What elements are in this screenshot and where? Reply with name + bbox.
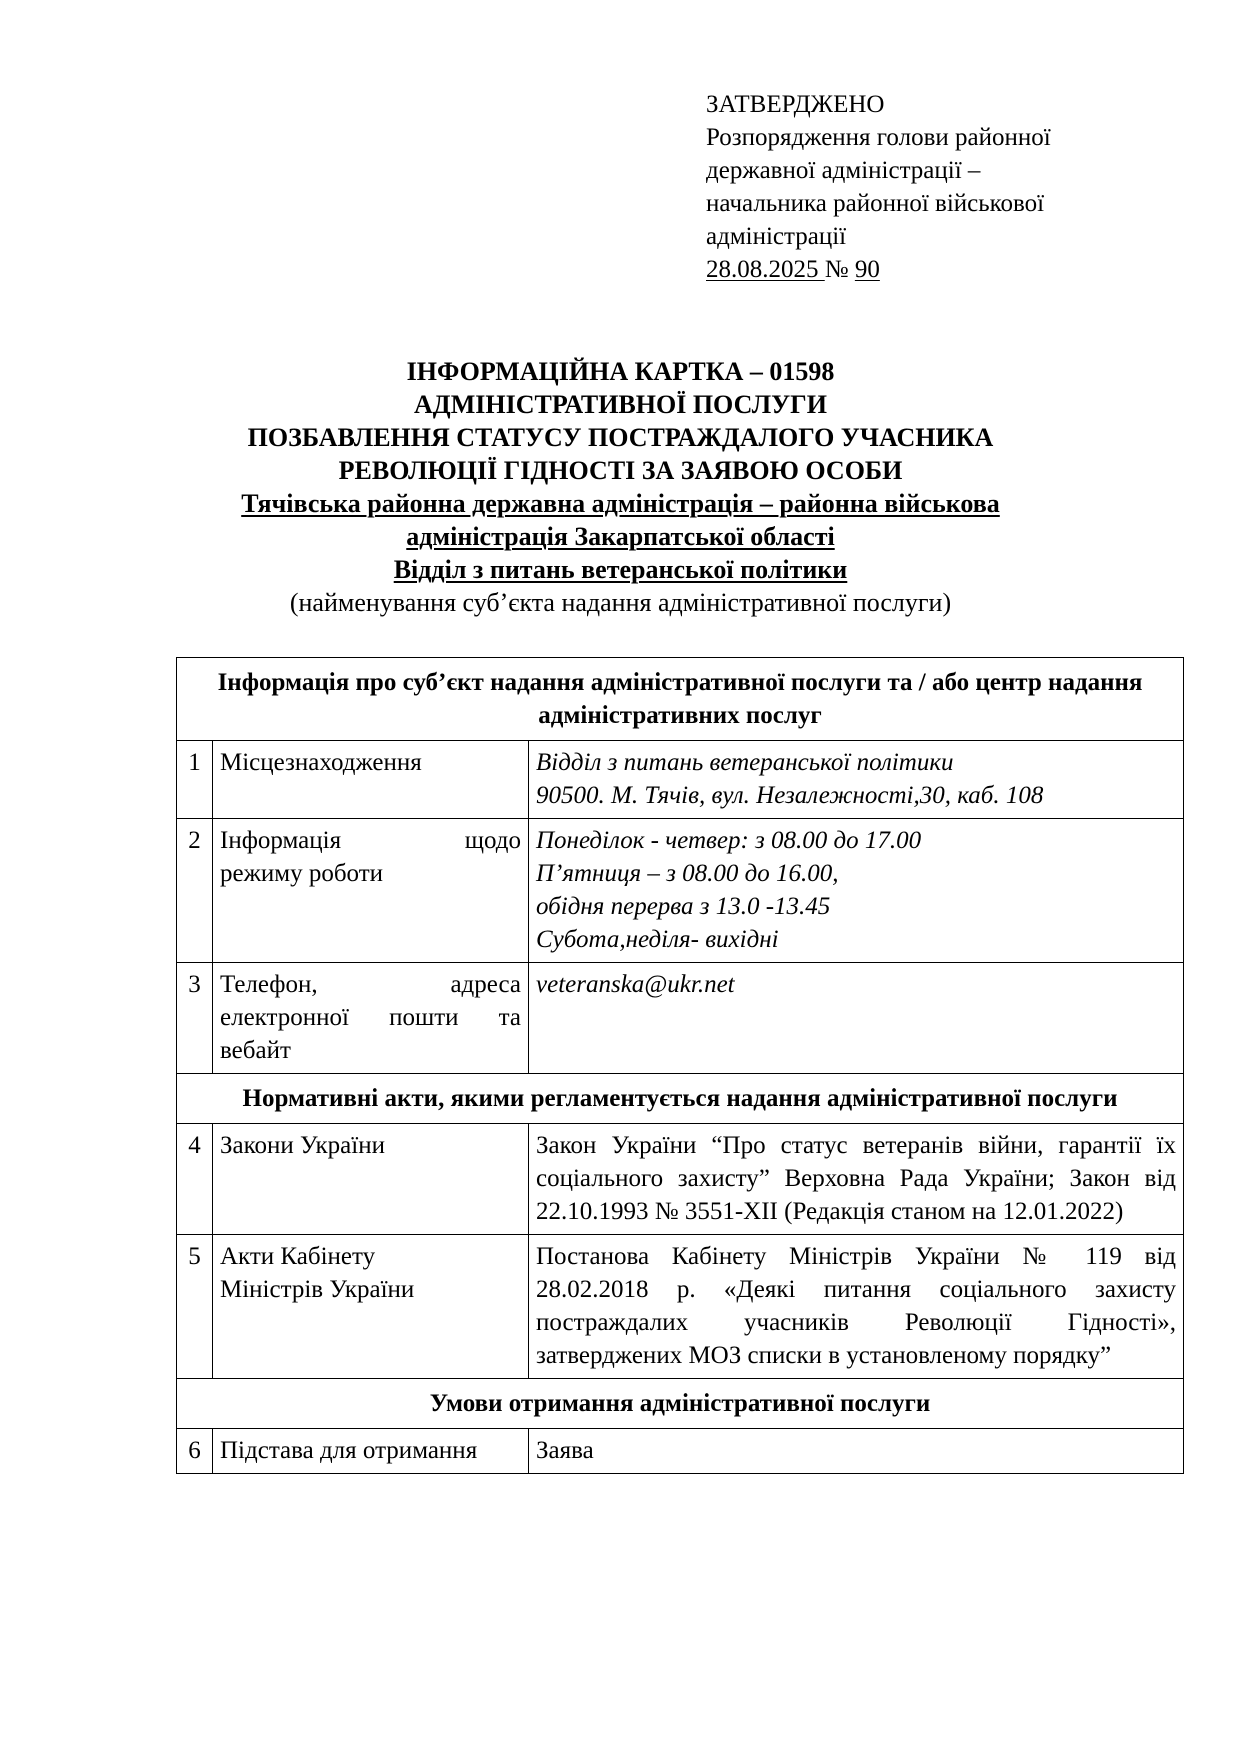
subject-name xyxy=(0,487,1241,586)
row-number: 3 xyxy=(177,963,213,1074)
table-row xyxy=(177,1429,1184,1474)
row-label: Інформація щодо режиму роботи xyxy=(213,819,529,963)
table-row xyxy=(177,741,1184,819)
table-row xyxy=(177,1124,1184,1235)
heading-line: ПОЗБАВЛЕННЯ СТАТУСУ ПОСТРАЖДАЛОГО УЧАСНИКА xyxy=(247,423,994,452)
heading-line: РЕВОЛЮЦІЇ ГІДНОСТІ ЗА ЗАЯВОЮ ОСОБИ xyxy=(338,456,903,485)
row-label: Підстава для отримання xyxy=(213,1429,529,1474)
section-header-info: Інформація про суб’єкт надання адміністративної послуги та / або центр надання адміністративних послуг xyxy=(177,658,1184,741)
row-label: Телефон, адреса електронної пошти та вебайт xyxy=(213,963,529,1074)
row-label: Акти Кабінету Міністрів України xyxy=(213,1235,529,1379)
row-value: Заява xyxy=(529,1429,1184,1474)
subject-line: Тячівська районна державна адміністрація – районна військова xyxy=(241,489,1000,518)
row-value: Відділ з питань ветеранської політики 90500. М. Тячів, вул. Незалежності,30, каб. 108 xyxy=(529,741,1184,819)
row-number: 1 xyxy=(177,741,213,819)
row-value: veteranska@ukr.net xyxy=(529,963,1184,1074)
row-label: Місцезнаходження xyxy=(213,741,529,819)
approval-date-number xyxy=(706,253,1051,286)
row-number: 6 xyxy=(177,1429,213,1474)
approval-line: Розпорядження голови районної xyxy=(706,124,1051,151)
approval-line: начальника районної військової xyxy=(706,190,1045,217)
approval-number: 90 xyxy=(854,256,880,283)
approval-block xyxy=(706,88,1051,286)
section-row xyxy=(177,1379,1184,1429)
row-number: 2 xyxy=(177,819,213,963)
subject-line: Відділ з питань ветеранської політики xyxy=(393,555,848,584)
approval-date: 28.08.2025 xyxy=(706,256,825,283)
info-card-table xyxy=(176,657,1184,1474)
row-value: Закон України “Про статус ветеранів війни, гарантії їх соціального захисту” Верховна Рада України; Закон від 22.10.1993 № 3551-XII (Редакція станом на 12.01.2022) xyxy=(529,1124,1184,1235)
heading-line: АДМІНІСТРАТИВНОЇ ПОСЛУГИ xyxy=(414,390,827,419)
row-number: 4 xyxy=(177,1124,213,1235)
approval-title: ЗАТВЕРДЖЕНО xyxy=(706,91,885,118)
subject-line: адміністрація Закарпатської області xyxy=(406,522,835,551)
table-row xyxy=(177,963,1184,1074)
section-header-acts: Нормативні акти, якими регламентується надання адміністративної послуги xyxy=(177,1074,1184,1124)
approval-line: державної адміністрації – xyxy=(706,157,981,184)
section-row xyxy=(177,658,1184,741)
approval-line: адміністрації xyxy=(706,223,847,250)
section-header-conditions: Умови отримання адміністративної послуги xyxy=(177,1379,1184,1429)
table-row xyxy=(177,1235,1184,1379)
approval-number-sign: № xyxy=(824,256,855,283)
document-heading xyxy=(0,355,1241,619)
row-label: Закони України xyxy=(213,1124,529,1235)
row-number: 5 xyxy=(177,1235,213,1379)
table-row xyxy=(177,819,1184,963)
heading-line: ІНФОРМАЦІЙНА КАРТКА – 01598 xyxy=(406,357,835,386)
subject-note: (найменування суб’єкта надання адміністративної послуги) xyxy=(289,588,952,617)
row-value: Постанова Кабінету Міністрів України № 119 від 28.02.2018 р. «Деякі питання соціального захисту постраждалих учасників Революції Гідності», затверджених МОЗ списки в установленому порядку” xyxy=(529,1235,1184,1379)
row-value: Понеділок - четвер: з 08.00 до 17.00 П’ятниця – з 08.00 до 16.00, обідня перерва з 13.0 -13.45 Субота,неділя- вихідні xyxy=(529,819,1184,963)
section-row xyxy=(177,1074,1184,1124)
